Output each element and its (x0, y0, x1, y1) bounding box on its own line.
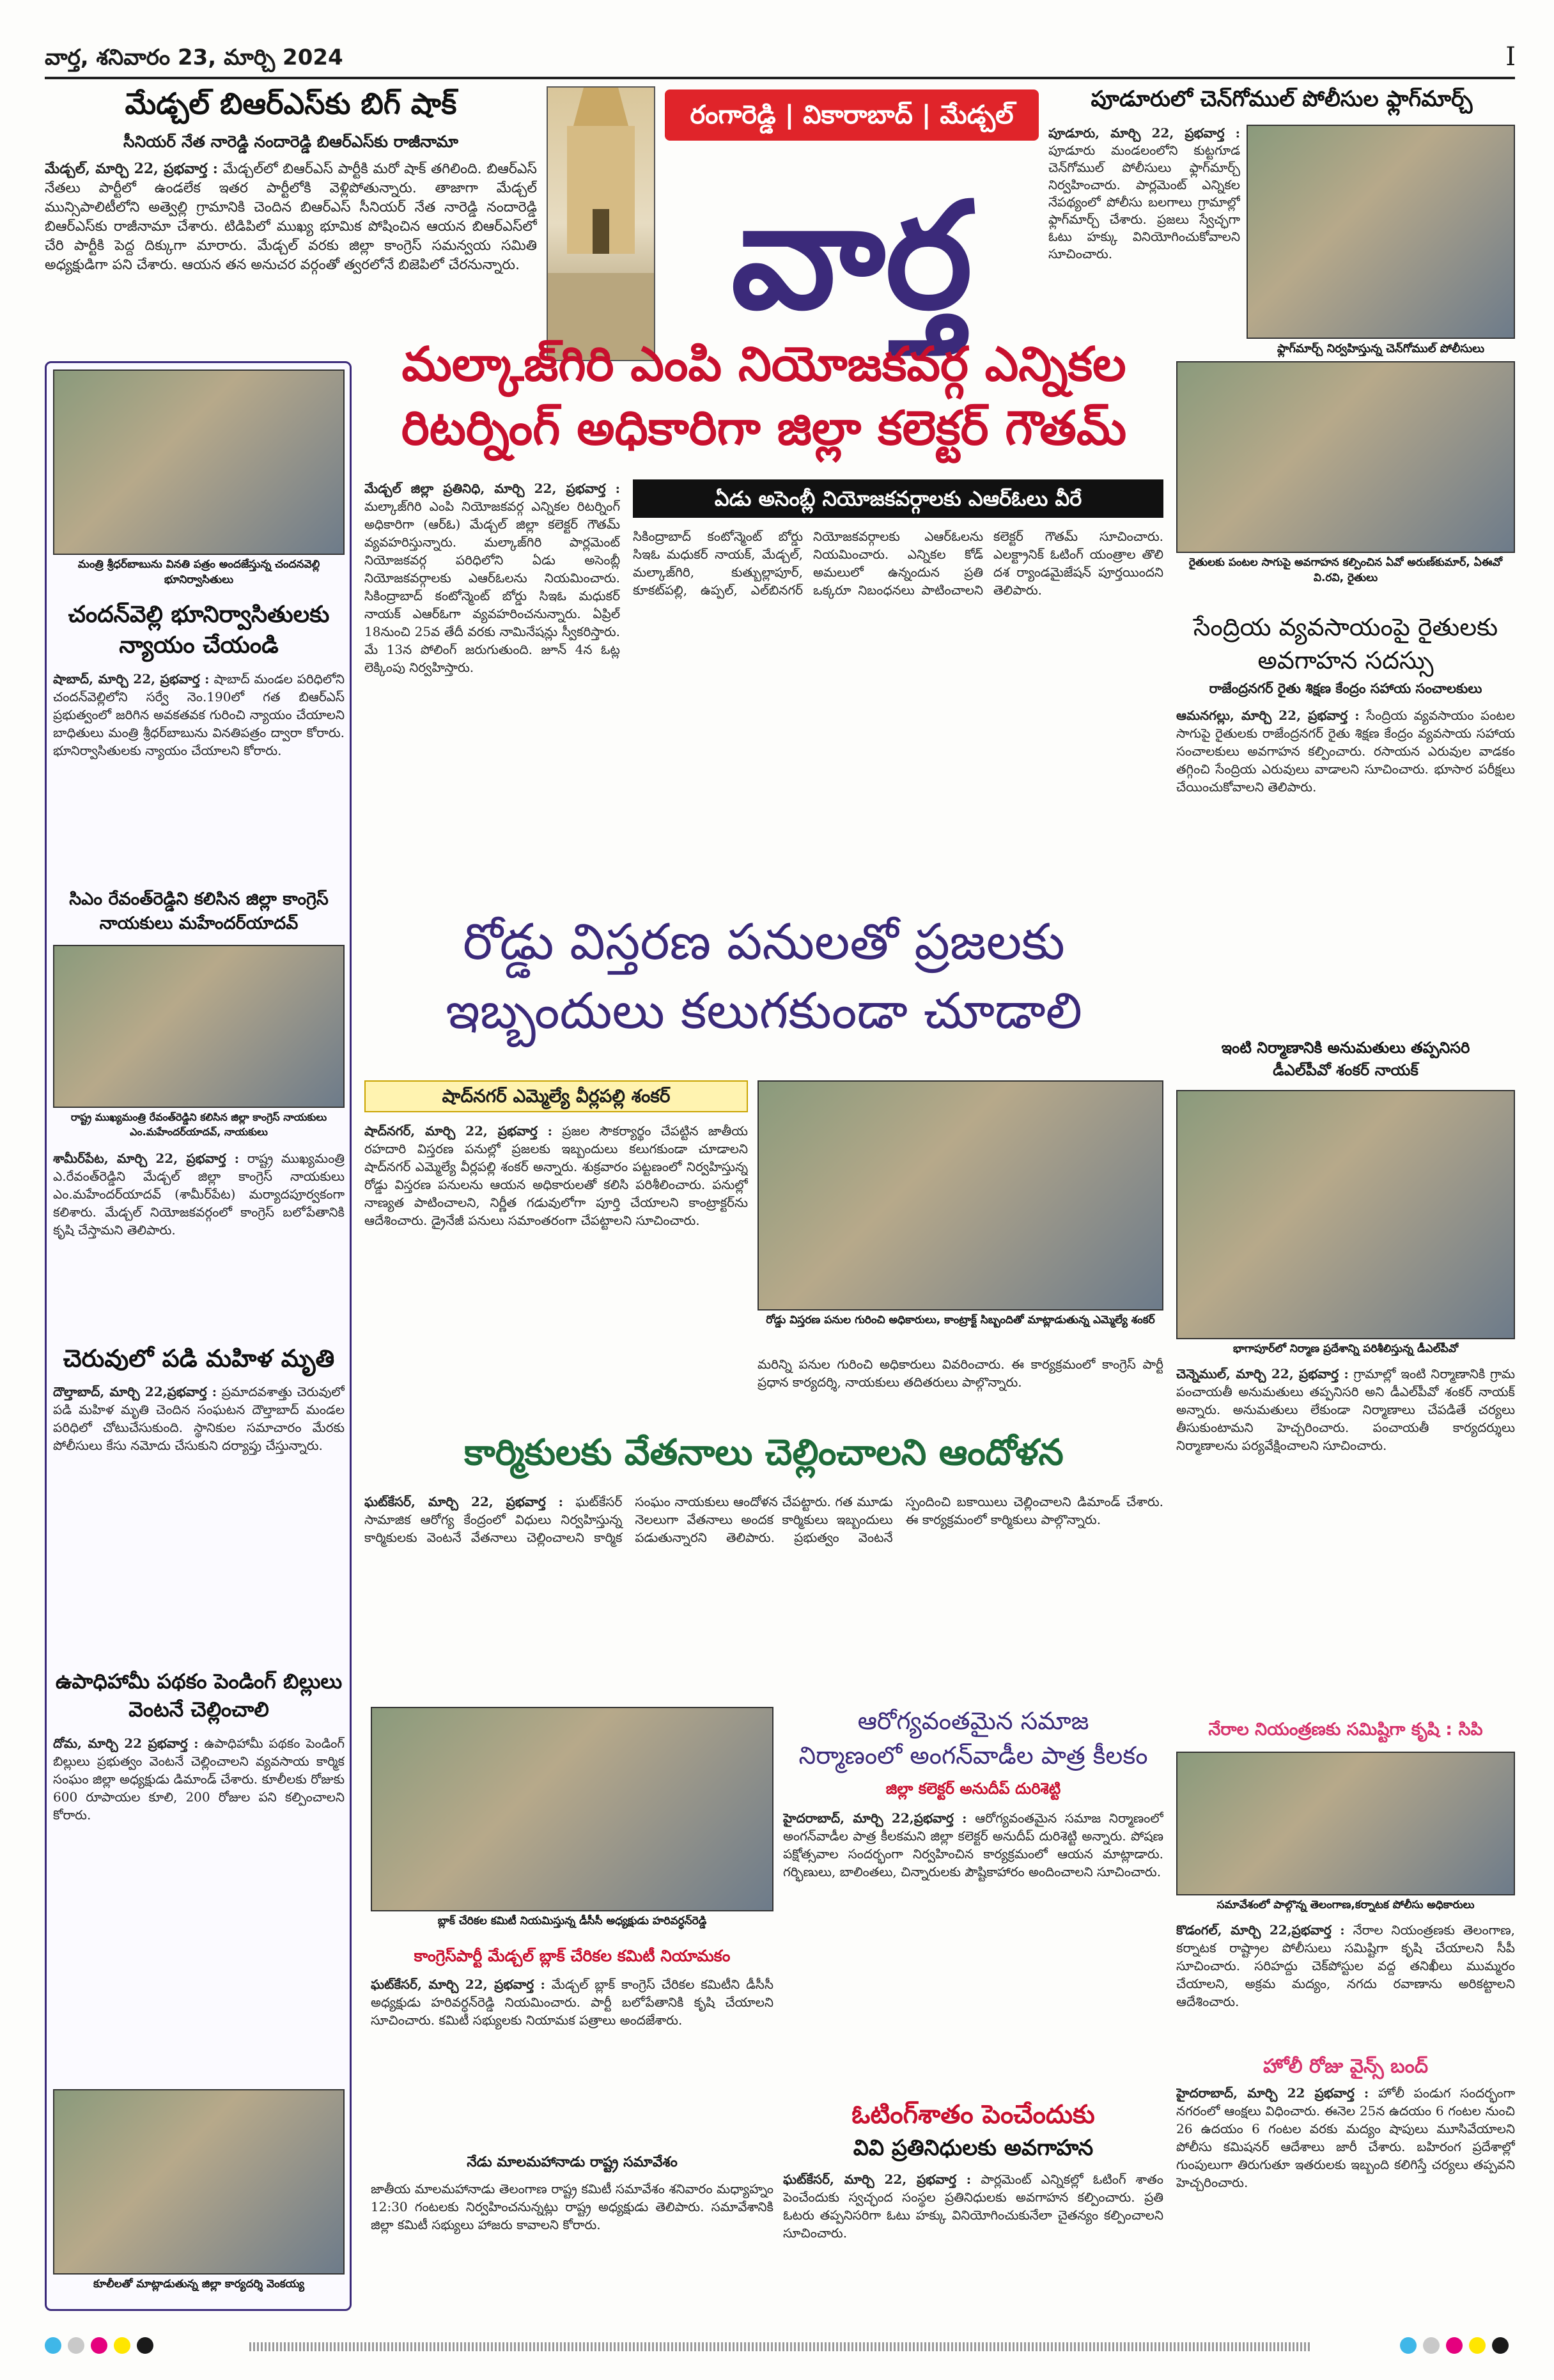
story-dateline: షాబాద్, మార్చి 22, ప్రభవార్త : (53, 671, 210, 687)
registration-dot (91, 2337, 107, 2354)
top-right-story (1048, 86, 1515, 368)
story-body (1176, 1365, 1515, 1710)
story-text: ఆరోగ్యవంతమైన సమాజ నిర్మాణంలో అంగన్‌వాడీల పాత్ర కీలకమని జిల్లా కలెక్టర్ అనుదీప్ దురిశెట్టి అన్నారు. పోషణ పక్షోత్సవాల సందర్భంగా నిర్వహించిన కార్యక్రమంలో ఆయన మాట్లాడారు. గర్భిణులు, బాలింతలు, చిన్నారులకు పౌష్టికాహారం అందించాలని సూచించారు. (783, 1810, 1163, 1879)
photo-caption: రైతులకు పంటల సాగుపై అవగాహన కల్పించిన ఏవో అరుణ్‌కుమార్, ఏఈవో వి.రవి, రైతులు (1188, 556, 1503, 584)
temple-image (547, 86, 655, 361)
story-dateline: ఆమనగల్లు, మార్చి 22, ప్రభవార్త : (1176, 708, 1360, 723)
flag-march-photo (1247, 125, 1515, 339)
registration-dot (137, 2337, 153, 2354)
photo-caption: కూలీలతో మాట్లాడుతున్న జిల్లా కార్యదర్శి వెంకయ్య (93, 2278, 305, 2291)
registration-dots-right (1400, 2337, 1515, 2356)
paper-logo: వార్త (731, 169, 973, 342)
registration-stripe (249, 2342, 1310, 2351)
lead-story (364, 332, 1163, 908)
police-meeting-photo (1176, 1752, 1515, 1895)
lead-headline-line2: రిటర్నింగ్ అధికారిగా జిల్లా కలెక్టర్ గౌతమ్ (401, 401, 1127, 456)
registration-dot (68, 2337, 84, 2354)
story-text: సేంద్రియ వ్యవసాయం పంటల సాగుపై రైతులకు రాజేంద్రనగర్ రైతు శిక్షణ కేంద్రం వ్యవసాయ సహాయ సంచాలకులు అవగాహన కల్పించారు. రసాయన ఎరువుల వాడకం తగ్గించి సేంద్రియ ఎరువులు వాడాలని సూచించారు. భూసార పరీక్షలు చేయించుకోవాలని తెలిపారు. (1176, 708, 1515, 795)
story-text: గ్రామాల్లో ఇంటి నిర్మాణానికి గ్రామ పంచాయతీ అనుమతులు తప్పనిసరి అని డీఎల్‌పీవో శంకర్ నాయక్ అన్నారు. అనుమతులు లేకుండా నిర్మాణాలు చేపడితే చర్యలు తీసుకుంటామని హెచ్చరించారు. పంచాయతీ కార్యదర్శులు నిర్మాణాలను పర్యవేక్షించాలని సూచించారు. (1176, 1366, 1515, 1453)
story-text: పార్లమెంట్ ఎన్నికల్లో ఓటింగ్ శాతం పెంచేందుకు స్వచ్ఛంద సంస్థల ప్రతినిధులకు అవగాహన కల్పించారు. ప్రతి ఓటరు తప్పనిసరిగా ఓటు హక్కు వినియోగించుకునేలా చైతన్యం కల్పించాలని సూచించారు. (783, 2172, 1163, 2241)
construction-photo (1176, 1090, 1515, 1339)
story-body (783, 2170, 1163, 2311)
story-headline: హోలీ రోజు వైన్స్ బంద్ (1263, 2055, 1429, 2078)
story-headline: చందన్‌వెల్లి భూనిర్వాసితులకు న్యాయం చేయండి (68, 602, 330, 658)
story-body (53, 1149, 345, 1341)
story-text: పూడూరు మండలంలోని కుట్టగూడ చెన్‌గోముల్ పోలీసులు ఫ్లాగ్‌మార్చ్ నిర్వహించారు. పార్లమెంట్ ఎన్నికల నేపథ్యంలో పోలీసు బలగాలు గ్రామాల్లో ఫ్లాగ్‌మార్చ్ చేశారు. ప్రజలు స్వేచ్ఛగా ఓటు హక్కు వినియోగించుకోవాలని సూచించారు. (1048, 143, 1240, 261)
story-headline: ఓటింగ్‌శాతం పెంచేందుకు (851, 2100, 1095, 2129)
story-body (1048, 125, 1240, 361)
story-subhead: నేడు మాలమహానాడు రాష్ట్ర సమావేశం (467, 2154, 678, 2170)
story-body: జాతీయ మాలమహానాడు తెలంగాణ రాష్ట్ర కమిటీ సమావేశం శనివారం మధ్యాహ్నం 12:30 గంటలకు నిర్వహించనున్నట్లు రాష్ట్ర అధ్యక్షుడు తెలిపారు. సమావేశానికి జిల్లా కమిటీ సభ్యులు హాజరు కావాలని కోరారు. (371, 2181, 773, 2232)
story-headline: చెరువులో పడి మహిళ మృతి (63, 1344, 335, 1373)
story-text: ఘట్‌కేసర్ సామాజిక ఆరోగ్య కేంద్రంలో విధులు నిర్వహిస్తున్న కార్మికులకు వెంటనే వేతనాలు చెల్లించాలని కార్మిక సంఘం నాయకులు ఆందోళన చేపట్టారు. గత మూడు నెలలుగా వేతనాలు అందక కార్మికులు ఇబ్బందులు పడుతున్నారని తెలిపారు. ప్రభుత్వం వెంటనే స్పందించి బకాయిలు చెల్లించాలని డిమాండ్ చేశారు. ఈ కార్యక్రమంలో కార్మికులు పాల్గొన్నారు. (364, 1494, 1163, 1545)
story-headline: సిఎం రేవంత్‌రెడ్డిని కలిసిన జిల్లా కాంగ్రెస్ నాయకులు మహేందర్‌యాదవ్ (69, 889, 329, 933)
right-column (1176, 361, 1515, 1895)
story-text: హోలీ పండుగ సందర్భంగా నగరంలో ఆంక్షలు విధించారు. ఈనెల 25న ఉదయం 6 గంటల నుంచి 26 ఉదయం 6 గంటల వరకు మద్యం షాపులు మూసివేయాలని పోలీసు కమిషనర్ ఆదేశాలు జారీ చేశారు. బహిరంగ ప్రదేశాల్లో గుంపులుగా తిరుగుతూ ఇతరులకు ఇబ్బంది కలిగిస్తే చర్యలు తప్పవని హెచ్చరించారు. (1176, 2085, 1515, 2190)
story-subhead: షాద్‌నగర్ ఎమ్మెల్యే వీర్లపల్లి శంకర్ (364, 1080, 748, 1112)
workers-photo (53, 2089, 345, 2275)
lead-headline-line1: మల్కాజ్‌గిరి ఎంపి నియోజకవర్గ ఎన్నికల (401, 337, 1126, 392)
page-number: I (1505, 42, 1516, 72)
road-story (364, 908, 1163, 1406)
story-dateline: పూడూరు, మార్చి 22, ప్రభవార్త : (1048, 125, 1240, 141)
story-body (53, 1383, 345, 1664)
story-text: నేరాల నియంత్రణకు తెలంగాణ, కర్నాటక రాష్ట్రాల పోలీసులు సమిష్టిగా కృషి చేయాలని సీపీ సూచించారు. సరిహద్దు చెక్‌పోస్టుల వద్ద తనిఖీలు ముమ్మరం చేయాలని, అక్రమ మద్యం, నగదు రవాణాను అరికట్టాలని ఆదేశించారు. (1176, 1922, 1515, 2009)
story-body (1176, 2084, 1515, 2314)
registration-dot (1446, 2337, 1463, 2354)
story-body (364, 1493, 1163, 1697)
story-body (364, 479, 620, 837)
story-text: మేడ్చల్‌లో బిఆర్‌ఎస్ పార్టీకి మరో షాక్ తగిలింది. బిఆర్‌ఎస్ నేతలు పార్టీలో ఉండలేక ఇతర పార్టీలోకి వెళ్లిపోతున్నారు. తాజాగా మేడ్చల్ మున్సిపాలిటీలోని అత్వెల్లి గ్రామానికి చెందిన బిఆర్‌ఎస్ సీనియర్ నేత నారెడ్డి నందారెడ్డి బిఆర్‌ఎస్‌కు రాజీనామా చేశారు. టిడిపిలో ముఖ్య భూమిక పోషించిన ఆయన బిఆర్‌ఎస్‌లో చేరి పార్టీకి పెద్ద దిక్కుగా మారారు. మేడ్చల్ వరకు జిల్లా కాంగ్రెస్ సమన్వయ సమితి అధ్యక్షుడిగా పని చేశారు. ఆయన తన అనుచర వర్గంతో త్వరలోనే బిజెపిలో చేరనున్నారు. (45, 161, 537, 273)
story-body (1176, 1921, 1515, 2049)
story-text: ప్రజల సౌకర్యార్థం చేపట్టిన జాతీయ రహదారి విస్తరణ పనుల్లో ప్రజలకు ఇబ్బందులు కలుగకుండా చూడాలని షాద్‌నగర్ ఎమ్మెల్యే వీర్లపల్లి శంకర్ అన్నారు. శుక్రవారం పట్టణంలో నిర్వహిస్తున్న రోడ్డు విస్తరణ పనులను ఆయన అధికారులతో కలిసి పరిశీలించారు. పనుల్లో నాణ్యత పాటించాలని, నిర్ణీత గడువులోగా పూర్తి చేయాలని కాంట్రాక్టర్‌ను ఆదేశించారు. డ్రైనేజీ పనులు సమాంతరంగా చేపట్టాలని సూచించారు. (364, 1123, 748, 1228)
story-text: షాబాద్ మండల పరిధిలోని చందన్‌వెల్లిలోని సర్వే నెం.190లో గత బిఆర్‌ఎస్ ప్రభుత్వంలో జరిగిన అవకతవక గురించి న్యాయం చేయాలని బాధితులు మంత్రి శ్రీధర్‌బాబును వినతిపత్రం ద్వారా కోరారు. భూనిర్వాసితులకు న్యాయం చేయాలని కోరారు. (53, 671, 345, 758)
story-headline: కాంగ్రెస్‌పార్టీ మేడ్చల్ బ్లాక్ చేరికల కమిటీ నియామకం (414, 1947, 731, 1965)
farmers-photo (1176, 361, 1515, 553)
story-body (371, 1975, 773, 2148)
registration-dot (45, 2337, 61, 2354)
story-text: ప్రమాదవశాత్తు చెరువులో పడి మహిళ మృతి చెందిన సంఘటన దౌల్తాబాద్ మండల పరిధిలో చోటుచేసుకుంది. స్థానికుల సమాచారం మేరకు పోలీసులు కేసు నమోదు చేసుకుని దర్యాప్తు చేస్తున్నారు. (53, 1384, 345, 1453)
story-headline: మేడ్చల్ బిఆర్‌ఎస్‌కు బిగ్ షాక్ (125, 86, 457, 121)
story-body (53, 670, 345, 875)
story-text: మల్కాజ్‌గిరి ఎంపి నియోజకవర్గ ఎన్నికల రిటర్నింగ్ అధికారిగా (ఆర్‌ఓ) మేడ్చల్ జిల్లా కలెక్టర్ గౌతమ్ వ్యవహరిస్తున్నారు. మల్కాజ్‌గిరి పార్లమెంట్ నియోజకవర్గ పరిధిలోని ఏడు అసెంబ్లీ నియోజకవర్గాలకు ఎఆర్‌ఓలను నియమించారు. సికింద్రాబాద్ కంటోన్మెంట్ బోర్డు సిఇఓ మధుకర్ నాయక్ ఎఆర్‌ఓగా వ్యవహరించనున్నారు. ఏప్రిల్ 18నుంచి 25వ తేదీ వరకు నామినేషన్లు స్వీకరిస్తారు. మే 13న పోలింగ్ జరుగుతుంది. జూన్ 4న ఓట్ల లెక్కింపు నిర్వహిస్తారు. (364, 499, 620, 675)
story-subhead: సీనియర్ నేత నారెడ్డి నందారెడ్డి బిఆర్‌ఎస్‌కు రాజీనామా (123, 132, 458, 151)
story-dateline: కొడంగల్, మార్చి 22,ప్రభవార్త : (1176, 1922, 1345, 1938)
photo-caption: రోడ్డు విస్తరణ పనుల గురించి అధికారులు, కాంట్రాక్ట్ సిబ్బందితో మాట్లాడుతున్న ఎమ్మెల్యే శంకర్ (766, 1314, 1155, 1326)
minister-photo (53, 369, 345, 555)
story-headline: సేంద్రియ వ్యవసాయంపై రైతులకు అవగాహన సదస్సు (1193, 613, 1498, 674)
photo-caption: బ్లాక్ చేరికల కమిటీ నియమిస్తున్న డీసీసీ అధ్యక్షుడు హరివర్ధన్‌రెడ్డి (437, 1915, 707, 1927)
registration-dots-left (45, 2337, 160, 2356)
story-dateline: షాద్‌నగర్, మార్చి 22, ప్రభవార్త : (364, 1123, 552, 1139)
story-text: మేడ్చల్ బ్లాక్ కాంగ్రెస్ చేరికల కమిటీని డీసీసీ అధ్యక్షుడు హరివర్ధన్‌రెడ్డి నియమించారు. పార్టీ బలోపేతానికి కృషి చేయాలని సూచించారు. కమిటీ సభ్యులకు నియామక పత్రాలు అందజేశారు. (371, 1977, 773, 2028)
date-line: వార్త, శనివారం 23, మార్చి 2024 (45, 45, 343, 70)
story-dateline: ఘట్‌కేసర్, మార్చి 22, ప్రభవార్త : (783, 2172, 972, 2187)
story-headline: ఇంటి నిర్మాణానికి అనుమతులు తప్పనిసరి (1221, 1039, 1470, 1057)
story-headline: పూడూరులో చెన్‌గోముల్ పోలీసుల ఫ్లాగ్‌మార్చ్ (1091, 86, 1473, 112)
registration-dot (114, 2337, 130, 2354)
left-column (45, 361, 352, 2311)
story-headline: కార్మికులకు వేతనాలు చెల్లించాలని ఆందోళన (464, 1432, 1064, 1474)
story-dateline: హైదరాబాద్, మార్చి 22,ప్రభవార్త : (783, 1810, 967, 1826)
story-headline: నేరాల నియంత్రణకు సమిష్టిగా కృషి : సిపి (1208, 1720, 1483, 1739)
story-text: ఉపాధిహామీ పథకం పెండింగ్ బిల్లులు ప్రభుత్వం వెంటనే చెల్లించాలని వ్యవసాయ కార్మిక సంఘం జిల్లా అధ్యక్షుడు డిమాండ్ చేశారు. కూలీలకు రోజుకు 600 రూపాయల కూలి, 200 రోజుల పని కల్పించాలని కోరారు. (53, 1736, 345, 1823)
photo-caption: రాష్ట్ర ముఖ్యమంత్రి రేవంత్‌రెడ్డిని కలిసిన జిల్లా కాంగ్రెస్ నాయకులు ఎం.మహేందర్‌యాదవ్, నాయకులు (70, 1111, 327, 1138)
story-dateline: ఘట్‌కేసర్, మార్చి 22, ప్రభవార్త : (371, 1977, 545, 1992)
temple-gopuram-icon (548, 88, 654, 360)
story-dateline: మేడ్చల్ జిల్లా ప్రతినిధి, మార్చి 22, ప్రభవార్త : (364, 481, 620, 496)
road-headline-line2: ఇబ్బందులు కలుగకుండా చూడాలి (446, 983, 1082, 1040)
registration-dot (1469, 2337, 1486, 2354)
aro-box-headline: ఏడు అసెంబ్లీ నియోజకవర్గాలకు ఎఆర్‌ఓలు వీరే (633, 479, 1163, 518)
anganwadi-headline-line1: ఆరోగ్యవంతమైన సమాజ (857, 1707, 1089, 1735)
masthead (547, 86, 1042, 368)
story-dateline: దౌల్తాబాద్, మార్చి 22,ప్రభవార్త : (53, 1384, 217, 1399)
registration-dot (1400, 2337, 1417, 2354)
photo-caption: మంత్రి శ్రీధర్‌బాబును వినతి పత్రం అందజేస్తున్న చందనవెల్లి భూనిర్వాసితులు (77, 558, 320, 586)
photo-caption: భాగాపూర్‌లో నిర్మాణ ప్రదేశాన్ని పరిశీలిస్తున్న డీఎల్‌పీవో (1232, 1342, 1459, 1355)
header-rule (45, 77, 1515, 79)
story-headline: ఉపాధిహామీ పథకం పెండింగ్ బిల్లులు వెంటనే చెల్లించాలి (55, 1669, 343, 1722)
road-headline-line1: రోడ్డు విస్తరణ పనులతో ప్రజలకు (463, 914, 1065, 971)
region-tag-bar: రంగారెడ్డి | వికారాబాద్ | మేడ్చల్ (665, 89, 1039, 141)
story-text: రాష్ట్ర ముఖ్యమంత్రి ఎ.రేవంత్‌రెడ్డిని మేడ్చల్ జిల్లా కాంగ్రెస్ నాయకులు ఎం.మహేందర్‌యాదవ్ (శామీర్‌పేట) మర్యాదపూర్వకంగా కలిశారు. మేడ్చల్ నియోజకవర్గంలో కాంగ్రెస్ బలోపేతానికి కృషి చేస్తామని తెలిపారు. (53, 1151, 345, 1238)
workers-story (364, 1432, 1163, 1700)
registration-dot (1492, 2337, 1509, 2354)
photo-caption: ఫ్లాగ్‌మార్చ్ నిర్వహిస్తున్న చెన్‌గోముల్ పోలీసులు (1277, 342, 1485, 355)
story-dateline: చెన్నెముల్, మార్చి 22, ప్రభవార్త : (1176, 1366, 1349, 1381)
top-left-story (45, 86, 537, 368)
color-registration-bar (45, 2333, 1515, 2359)
story-subhead: డీఎల్‌పీవో శంకర్ నాయక్ (1273, 1061, 1418, 1079)
story-dateline: శామీర్‌పేట, మార్చి 22, ప్రభవార్త : (53, 1151, 240, 1166)
story-dateline: ఘట్‌కేసర్, మార్చి 22, ప్రభవార్త : (364, 1494, 564, 1509)
story-subhead: వివి ప్రతినిధులకు అవగాహన (853, 2135, 1094, 2161)
story-body (1176, 706, 1515, 1064)
photo-caption: సమావేశంలో పాల్గొన్న తెలంగాణ,కర్నాటక పోలీసు అధికారులు (1216, 1899, 1475, 1911)
story-dateline: మేడ్చల్, మార్చి 22, ప్రభవార్త : (45, 160, 218, 177)
story-body (783, 1809, 1163, 2090)
story-dateline: హైదరాబాద్, మార్చి 22 ప్రభవార్త : (1176, 2085, 1369, 2101)
road-inspection-photo (758, 1080, 1163, 1311)
bottom-center-right (783, 1707, 1163, 2314)
story-body (53, 1734, 345, 2080)
registration-dot (1423, 2337, 1440, 2354)
bottom-center-left (371, 1707, 773, 2314)
cm-meeting-photo (53, 945, 345, 1108)
anganwadi-headline-line2: నిర్మాణంలో అంగన్‌వాడీల పాత్ర కీలకం (798, 1741, 1148, 1769)
story-body (364, 1122, 748, 1403)
story-subhead: రాజేంద్రనగర్ రైతు శిక్షణ కేంద్రం సహాయ సంచాలకులు (1209, 681, 1482, 696)
story-dateline: దోమ, మార్చి 22 ప్రభవార్త : (53, 1736, 199, 1751)
story-subhead: జిల్లా కలెక్టర్ అనుదీప్ దురిశెట్టి (885, 1780, 1061, 1798)
aro-box-body: సికింద్రాబాద్ కంటోన్మెంట్ బోర్డు సిఇఓ మధుకర్ నాయక్, మేడ్చల్, మల్కాజ్‌గిరి, కుత్బుల్లాపూర్, కూకట్‌పల్లి, ఉప్పల్, ఎల్‌బినగర్ నియోజకవర్గాలకు ఎఆర్‌ఓలను నియమించారు. ఎన్నికల కోడ్ అమలులో ఉన్నందున ప్రతి ఒక్కరూ నిబంధనలు పాటించాలని కలెక్టర్ గౌతమ్ సూచించారు. ఎలక్ట్రానిక్ ఓటింగ్ యంత్రాల తొలి దశ ర్యాండమైజేషన్ పూర్తయిందని తెలిపారు. (633, 529, 1163, 598)
story-body: మరిన్ని పనుల గురించి అధికారులు వివరించారు. ఈ కార్యక్రమంలో కాంగ్రెస్ పార్టీ ప్రధాన కార్యదర్శి, నాయకులు తదితరులు పాల్గొన్నారు. (758, 1357, 1163, 1390)
committee-photo (371, 1707, 773, 1911)
